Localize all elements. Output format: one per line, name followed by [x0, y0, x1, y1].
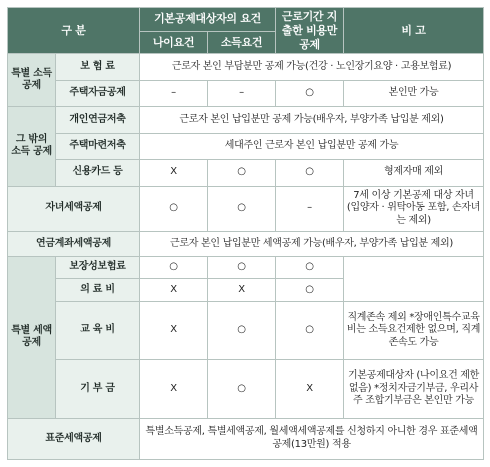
cell-note: 형제자매 제외 — [344, 159, 484, 186]
row-standard-tax-credit-note: 특별소득공제, 특별세액공제, 월세액세액공제를 신청하지 아니한 경우 표준세액공제(13만원) 적용 — [140, 418, 484, 459]
header-requirements: 기본공제대상자의 요건 — [140, 8, 276, 32]
cell-income: ○ — [208, 256, 276, 279]
cell-age: ○ — [140, 256, 208, 279]
cell-income: – — [208, 81, 276, 107]
cell-note: 직계존속 제외 *장애인특수교육비는 소득요건제한 없으며, 직계존속도 가능 — [344, 302, 484, 360]
row-label-insurance: 보 험 료 — [56, 54, 140, 81]
cell-period: – — [276, 186, 344, 231]
header-note: 비 고 — [344, 8, 484, 54]
cell-age: X — [140, 302, 208, 360]
row-label-housing-savings: 주택마련저축 — [56, 133, 140, 159]
header-age-requirement: 나이요건 — [140, 31, 208, 54]
cell-period: ○ — [276, 279, 344, 302]
header-period-requirement: 근로기간 지출한 비용만 공제 — [276, 8, 344, 54]
deduction-table — [7, 7, 484, 460]
row-label-education: 교 육 비 — [56, 302, 140, 360]
row-label-housing-fund: 주택자금공제 — [56, 81, 140, 107]
cell-note: 기본공제대상자 (나이요건 제한 없음) *정치자금기부금, 우리사주 조합기부금은 본인만 가능 — [344, 359, 484, 418]
row-label-donation: 기 부 금 — [56, 359, 140, 418]
cell-age: X — [140, 279, 208, 302]
row-label-child-tax-credit: 자녀세액공제 — [8, 186, 140, 231]
cell-period: ○ — [276, 256, 344, 279]
cell-period: ○ — [276, 159, 344, 186]
cell-period: ○ — [276, 81, 344, 107]
cell-age: ○ — [140, 186, 208, 231]
cell-note: 7세 이상 기본공제 대상 자녀 (입양자 · 위탁아동 포함, 손자녀는 제외) — [344, 186, 484, 231]
cell-income: ○ — [208, 186, 276, 231]
row-label-protection-insurance: 보장성보험료 — [56, 256, 140, 279]
row-label-medical: 의 료 비 — [56, 279, 140, 302]
cell-period: X — [276, 359, 344, 418]
row-personal-pension-note: 근로자 본인 납입분만 공제 가능(배우자, 부양가족 납입분 제외) — [140, 107, 484, 134]
cell-note — [344, 256, 484, 301]
group-special-income-deduction: 특별 소득 공제 — [8, 54, 56, 107]
cell-age: X — [140, 159, 208, 186]
row-pension-account-note: 근로자 본인 납입분만 세액공제 가능(배우자, 부양가족 납입분 제외) — [140, 231, 484, 256]
group-special-tax-credit: 특별 세액 공제 — [8, 256, 56, 418]
row-label-personal-pension: 개인연금저축 — [56, 107, 140, 134]
cell-note: 본인만 가능 — [344, 81, 484, 107]
row-label-pension-account: 연금계좌세액공제 — [8, 231, 140, 256]
cell-income: ○ — [208, 159, 276, 186]
cell-income: X — [208, 279, 276, 302]
group-other-income-deduction: 그 밖의 소득 공제 — [8, 107, 56, 186]
header-gubun: 구 분 — [8, 8, 140, 54]
cell-age: – — [140, 81, 208, 107]
row-housing-savings-note: 세대주인 근로자 본인 납입분만 공제 가능 — [140, 133, 484, 159]
cell-period: ○ — [276, 302, 344, 360]
cell-age: X — [140, 359, 208, 418]
cell-income: ○ — [208, 359, 276, 418]
row-label-credit-card: 신용카드 등 — [56, 159, 140, 186]
cell-income: ○ — [208, 302, 276, 360]
row-insurance-note: 근로자 본인 부담분만 공제 가능(건강 · 노인장기요양 · 고용보험료) — [140, 54, 484, 81]
row-label-standard-tax-credit: 표준세액공제 — [8, 418, 140, 459]
header-income-requirement: 소득요건 — [208, 31, 276, 54]
